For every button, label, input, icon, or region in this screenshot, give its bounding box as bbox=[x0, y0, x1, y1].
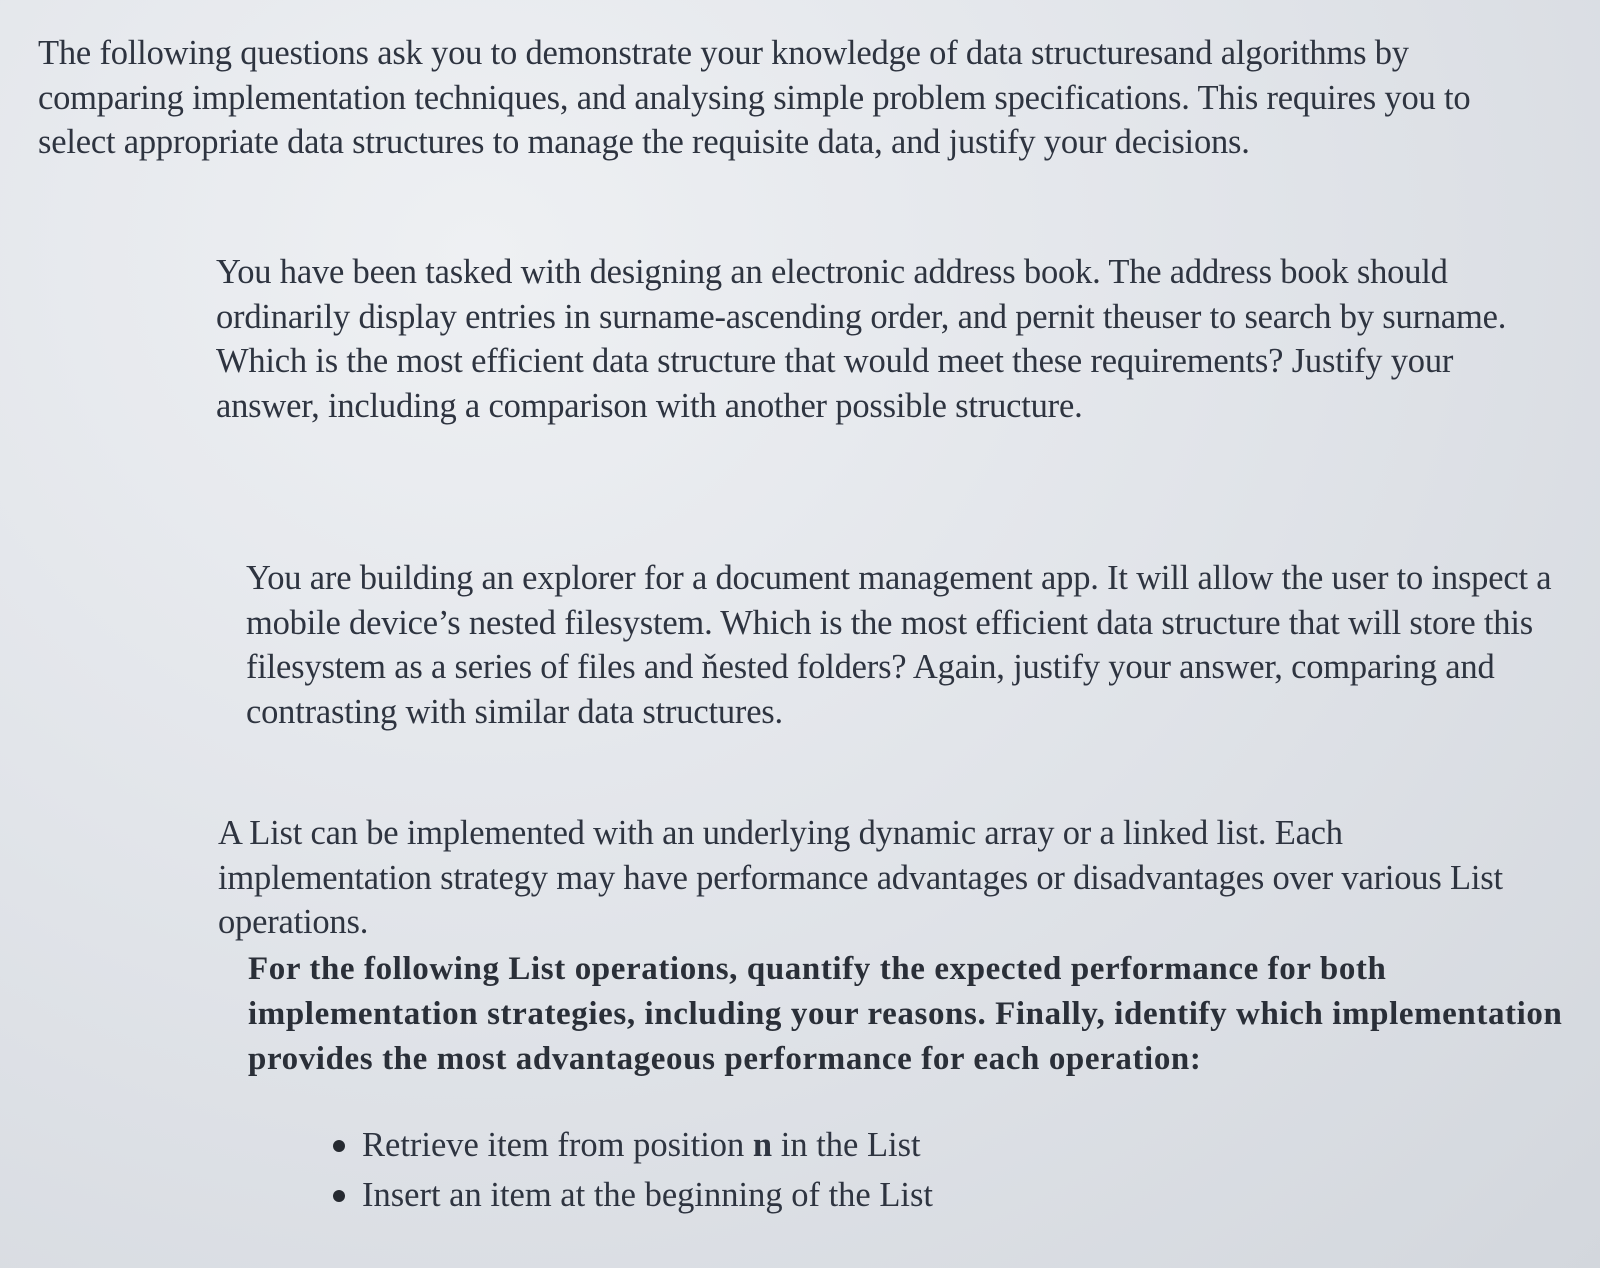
intro-paragraph: The following questions ask you to demonstrate your knowledge of data structuresand algorithms by comparing implementation techniques, and analysing simple problem specifications. This requires you to select appropriate data structures to manage the requisite data, and justify your decisions. bbox=[38, 34, 1471, 161]
question-list-instructions: For the following List operations, quantify the expected performance for both implementation strategies, including your reasons. Finally, identify which implementation provides the most advantageous performance for each operation: bbox=[248, 951, 1563, 1077]
operation-text-bold: n bbox=[752, 1126, 773, 1164]
operations-list bbox=[330, 1120, 933, 1220]
operation-text-before: Insert an item at the beginning of the List bbox=[362, 1176, 934, 1214]
bullet-icon bbox=[333, 1140, 345, 1152]
operation-text-after: in the List bbox=[772, 1126, 921, 1164]
operation-item bbox=[330, 1120, 933, 1170]
question-address-book: You have been tasked with designing an electronic address book. The address book should ordinarily display entries in surname-ascending order, and pernit theuser to search by surname. Which is the most efficient data structure that would meet these requirements? Justify your answer, including a comparison with another possible structure. bbox=[216, 253, 1507, 425]
question-list: A List can be implemented with an underlying dynamic array or a linked list. Each implementation strategy may have performance advantages or disadvantages over various List operations. bbox=[218, 814, 1503, 941]
operation-item bbox=[330, 1170, 933, 1220]
bullet-icon bbox=[333, 1190, 345, 1202]
operation-text-before: Retrieve item from position bbox=[362, 1126, 753, 1164]
question-filesystem: You are building an explorer for a document management app. It will allow the user to inspect a mobile device’s nested filesystem. Which is the most efficient data structure that will store this filesystem as a series of files and ňested folders? Again, justify your answer, comparing and contrasting with similar data structures. bbox=[246, 559, 1552, 731]
